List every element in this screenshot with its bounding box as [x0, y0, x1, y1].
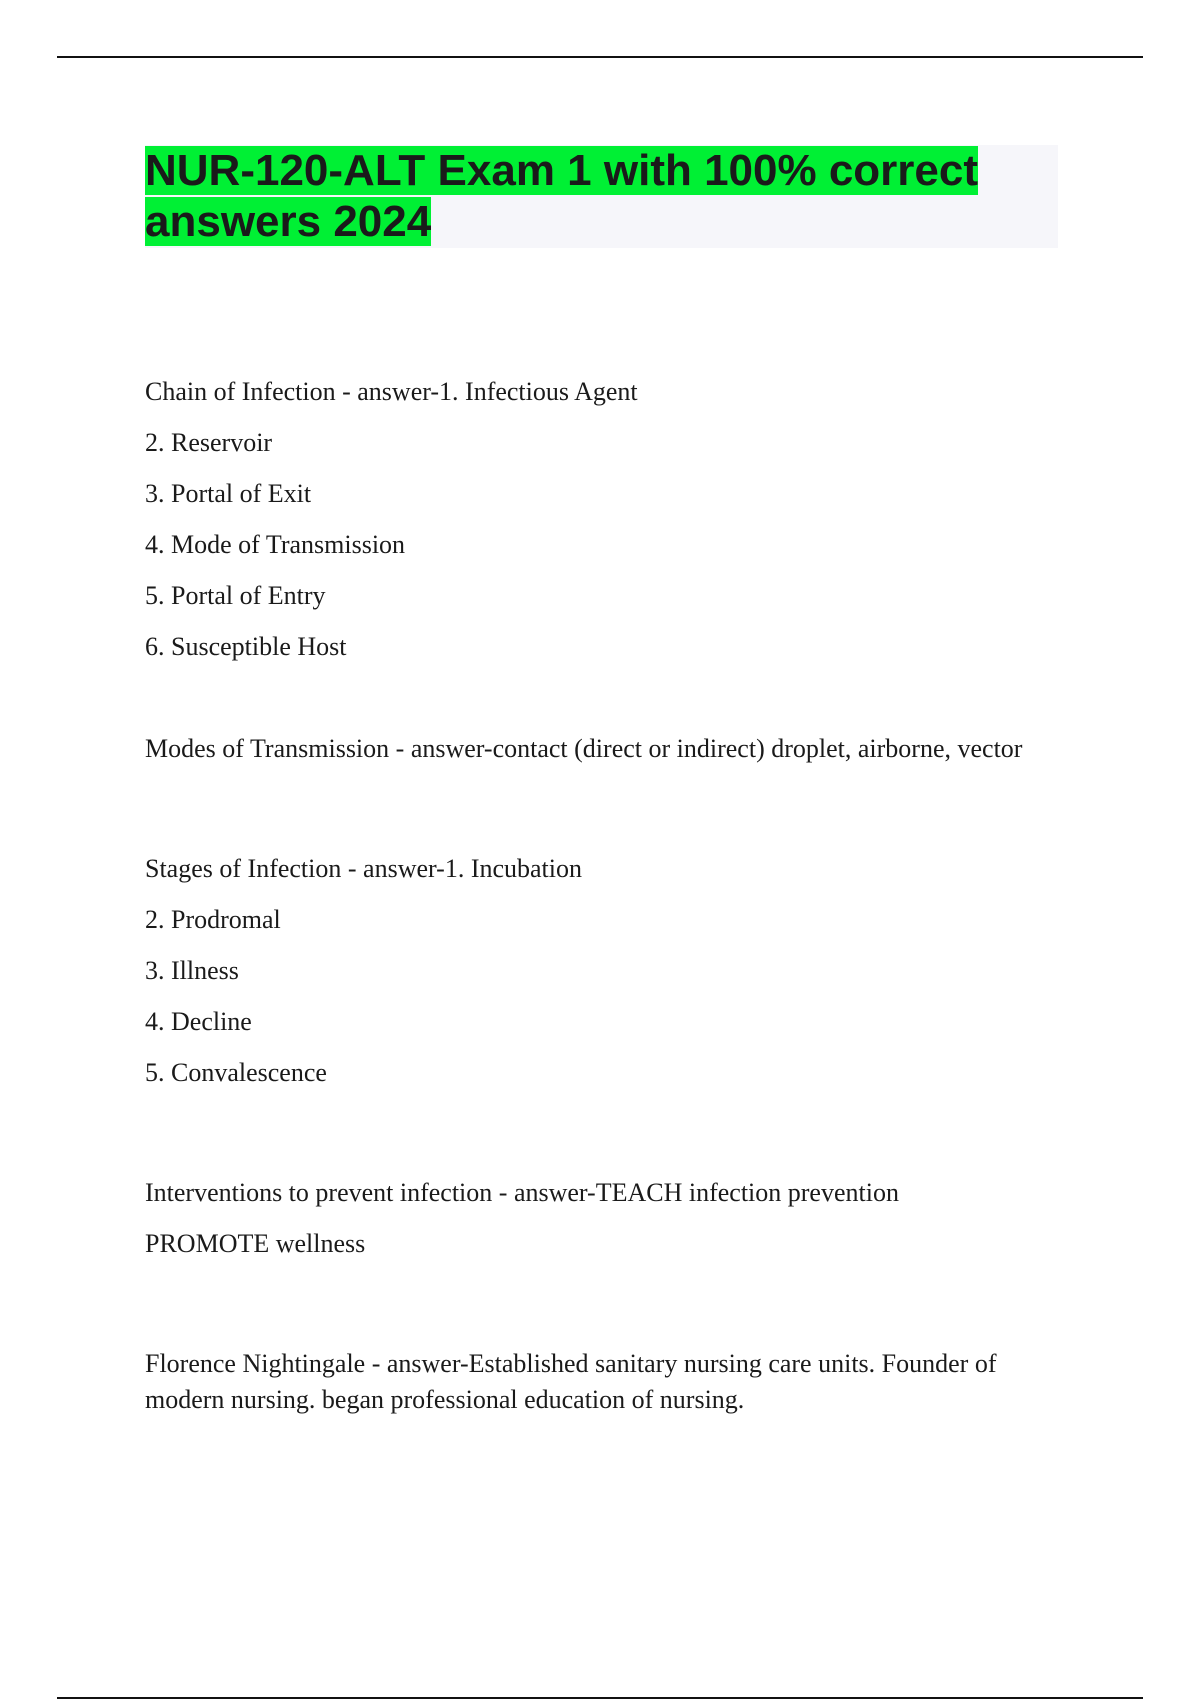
list-item: 2. Reservoir [145, 428, 273, 457]
list-item: 3. Illness [145, 956, 239, 985]
list-item: PROMOTE wellness [145, 1229, 366, 1258]
list-item: 5. Portal of Entry [145, 581, 326, 610]
title-block [145, 145, 1058, 248]
title-line-1: NUR-120-ALT Exam 1 with 100% correct [145, 146, 979, 195]
top-rule [57, 56, 1143, 58]
title-line-2: answers 2024 [145, 197, 432, 246]
list-item: 3. Portal of Exit [145, 479, 312, 508]
list-item: 6. Susceptible Host [145, 632, 347, 661]
question-stages-of-infection: Stages of Infection - answer-1. Incubation [145, 854, 582, 883]
question-modes-of-transmission: Modes of Transmission - answer-contact (direct or indirect) droplet, airborne, vector [145, 734, 1023, 763]
bottom-rule [57, 1697, 1143, 1699]
title-highlight [145, 146, 978, 246]
question-chain-of-infection: Chain of Infection - answer-1. Infectious Agent [145, 377, 638, 406]
page-title [145, 145, 1058, 247]
question-florence-nightingale: Florence Nightingale - answer-Established sanitary nursing care units. Founder of modern nursing. began professional education of nursing. [145, 1349, 997, 1414]
list-item: 5. Convalescence [145, 1058, 327, 1087]
flashcard-content [145, 374, 1065, 1418]
question-interventions: Interventions to prevent infection - answer-TEACH infection prevention [145, 1178, 899, 1207]
list-item: 4. Decline [145, 1007, 252, 1036]
list-item: 4. Mode of Transmission [145, 530, 406, 559]
list-item: 2. Prodromal [145, 905, 281, 934]
